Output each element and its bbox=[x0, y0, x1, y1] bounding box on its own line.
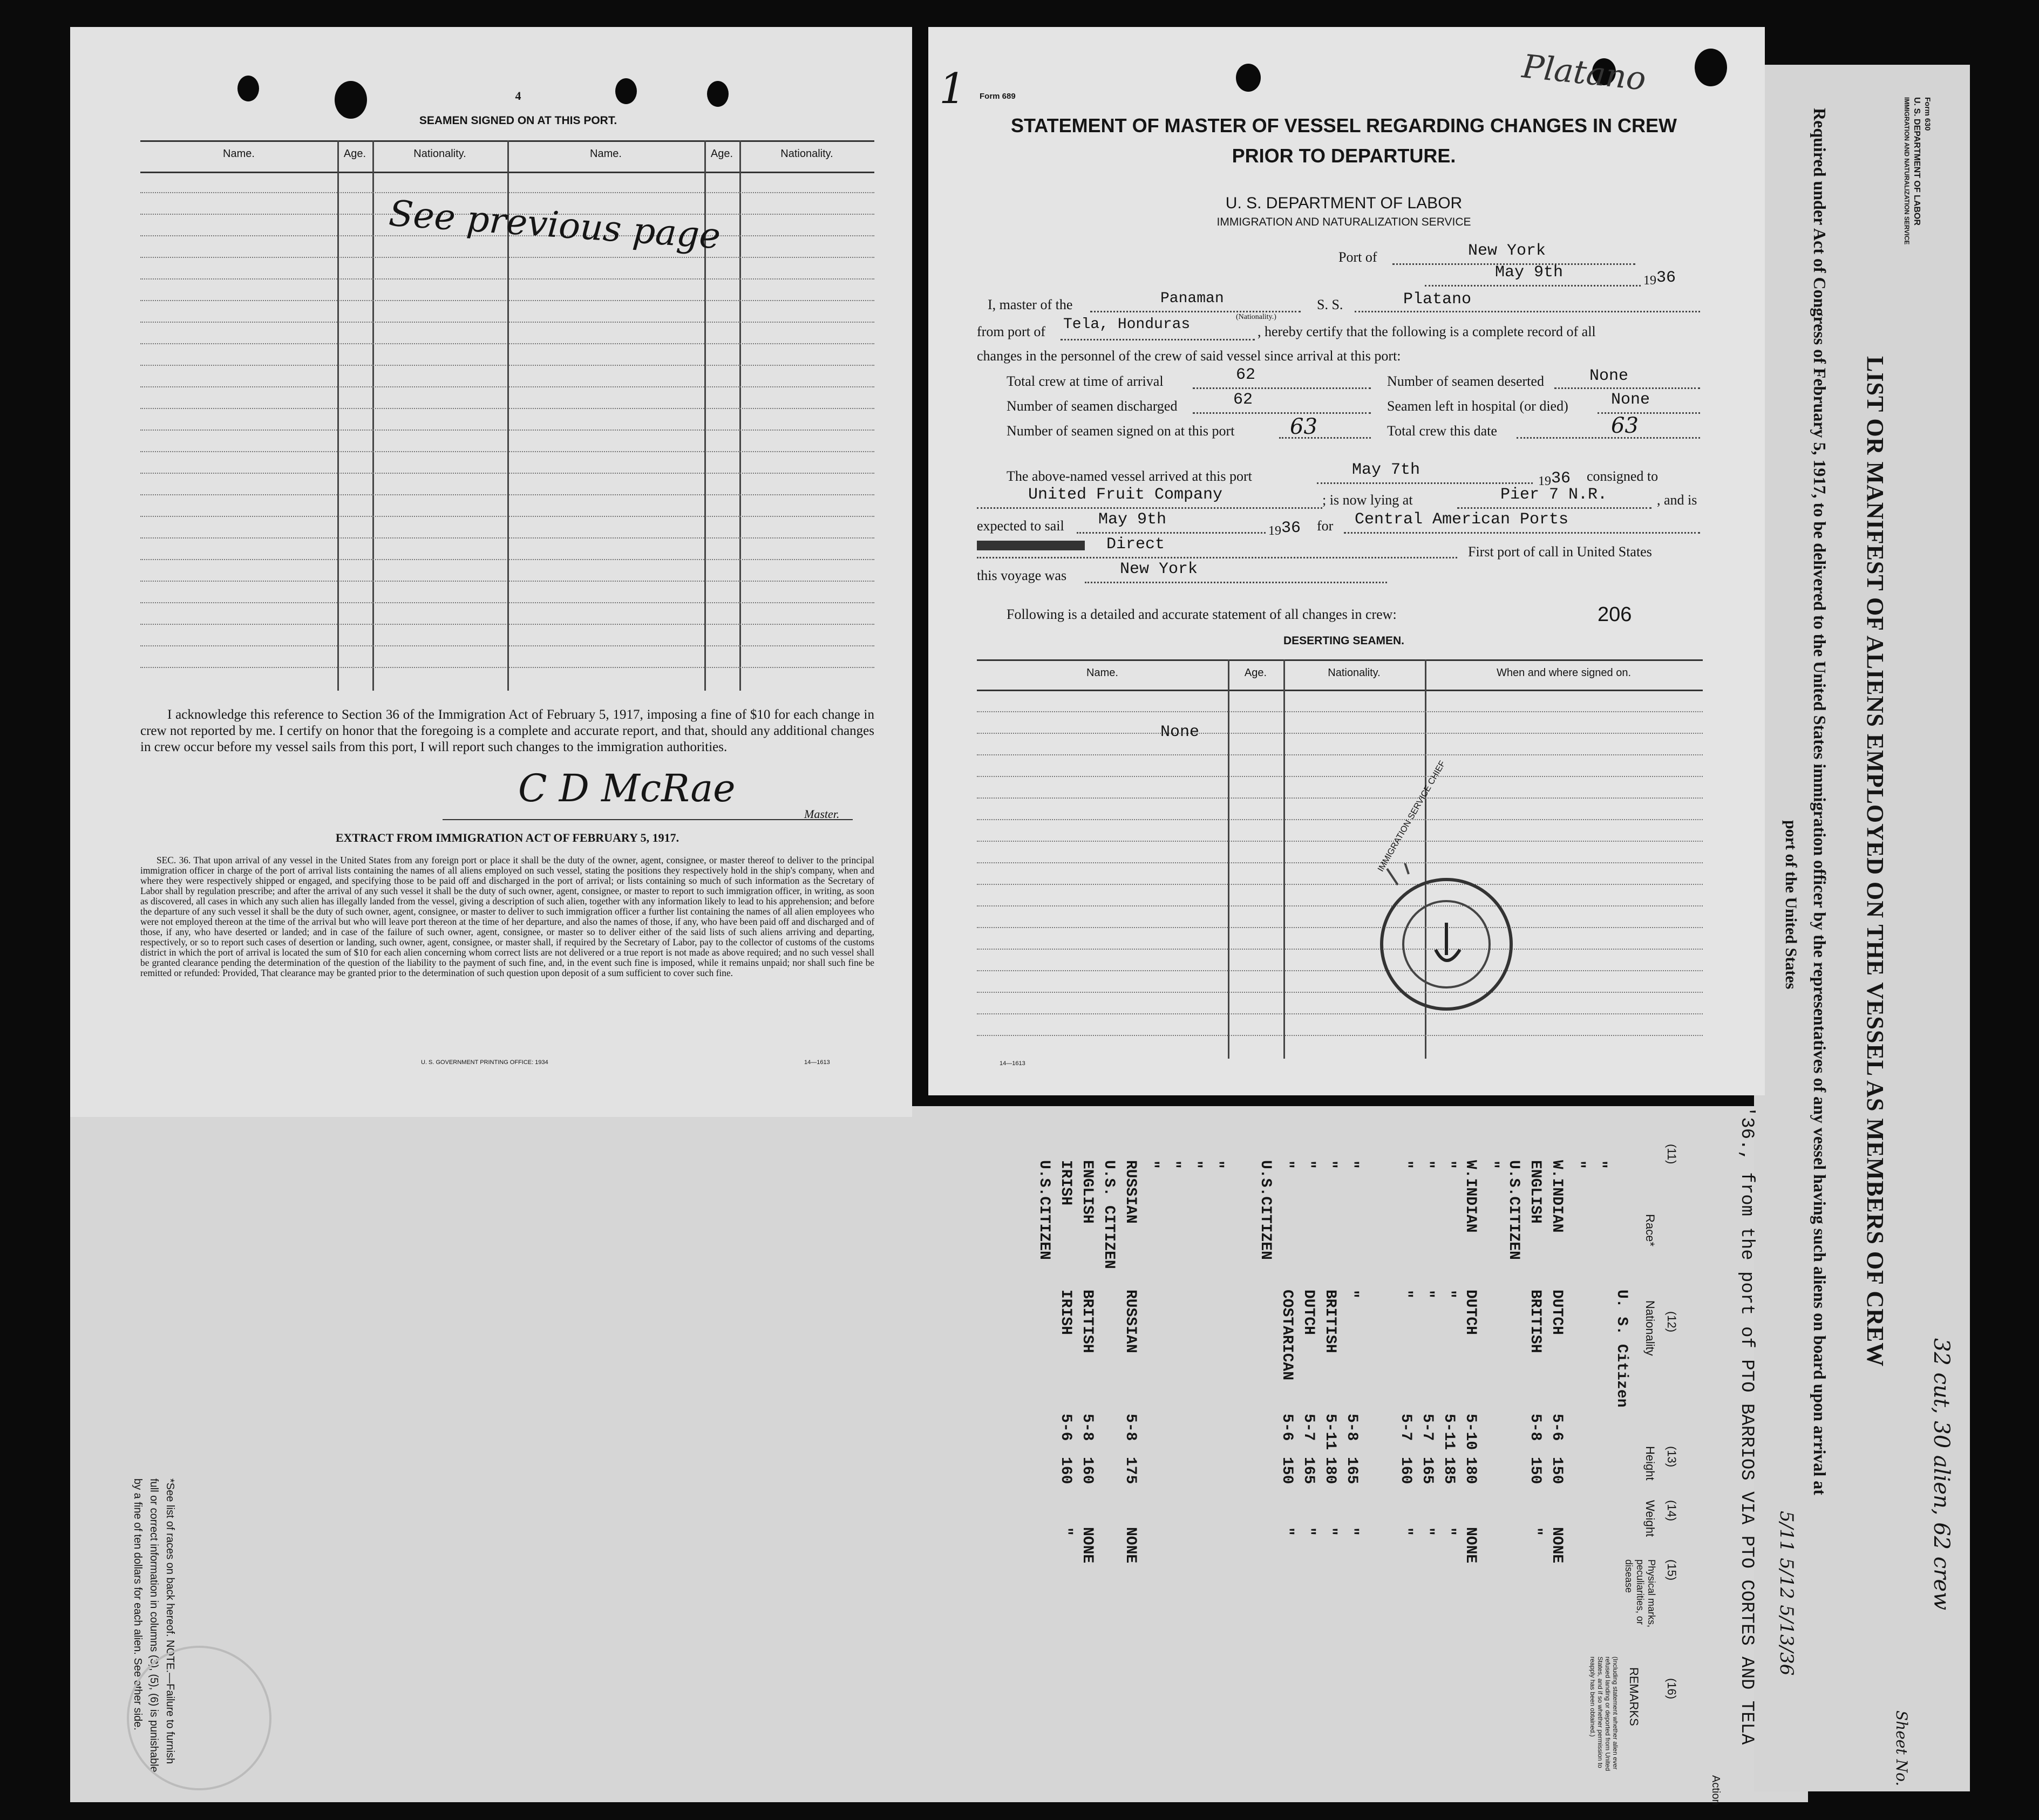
manifest-cell-height: 5-6 bbox=[1548, 1414, 1565, 1441]
stamp-number: 206 bbox=[1598, 603, 1632, 626]
manifest-cell-weight: 150 bbox=[1527, 1457, 1544, 1484]
handwritten-vessel-corner: Platano bbox=[1520, 47, 1648, 98]
manifest-cell-nationality: " bbox=[1343, 1290, 1360, 1299]
manifest-cell-race: " bbox=[1592, 1160, 1608, 1169]
arrived-value: May 7th bbox=[1352, 461, 1420, 479]
voyage-label: this voyage was bbox=[977, 568, 1067, 583]
manifest-cell-nationality: BRITISH bbox=[1322, 1290, 1338, 1353]
manifest-cell-marks: " bbox=[1419, 1527, 1436, 1536]
year-prefix: 19 bbox=[1538, 474, 1551, 488]
manifest-cell-race: " bbox=[1322, 1160, 1338, 1169]
col-header-age: Age. bbox=[1244, 667, 1267, 679]
destination-value: Central American Ports bbox=[1355, 510, 1569, 529]
col-header-race: Race* bbox=[1643, 1214, 1657, 1246]
manifest-cell-height: 5-7 bbox=[1397, 1414, 1414, 1441]
col-header-nationality: Nationality. bbox=[413, 148, 466, 160]
manifest-cell-weight: 165 bbox=[1419, 1457, 1436, 1484]
immigration-service-stamp bbox=[1365, 759, 1527, 1025]
and-is-label: , and is bbox=[1657, 492, 1697, 508]
ruled-line bbox=[977, 776, 1703, 777]
col-header-name: Name. bbox=[223, 148, 255, 160]
ruled-line bbox=[140, 667, 874, 668]
strip-form: Form 630 bbox=[1924, 97, 1932, 131]
manifest-cell-weight: 165 bbox=[1300, 1457, 1317, 1484]
punch-hole bbox=[1695, 49, 1727, 86]
col-header-nationality-2: Nationality. bbox=[780, 148, 833, 160]
ruled-line bbox=[140, 537, 874, 538]
manifest-cell-race: " bbox=[1187, 1160, 1204, 1169]
manifest-cell-marks: " bbox=[1300, 1527, 1317, 1536]
col-number-15: (15) bbox=[1665, 1559, 1678, 1581]
manifest-cell-nationality: BRITISH bbox=[1527, 1290, 1544, 1353]
manifest-required-text: Required under Act of Congress of February 5, 1917, to be delivered to the United States immigration officer by the representatives of any vessel having such aliens on board upon arrival at bbox=[1810, 108, 1830, 1495]
ruled-line bbox=[977, 711, 1703, 712]
sheet-number-label: Sheet No. bbox=[1893, 1710, 1911, 1787]
ruled-line bbox=[977, 970, 1703, 971]
col-number-16: (16) bbox=[1665, 1678, 1678, 1700]
manifest-cell-height: 5-7 bbox=[1419, 1414, 1436, 1441]
manifest-cell-height: 5-7 bbox=[1300, 1414, 1317, 1441]
ruled-line bbox=[140, 645, 874, 646]
manifest-underlay bbox=[70, 1106, 1808, 1802]
manifest-cell-weight: 160 bbox=[1057, 1457, 1074, 1484]
manifest-cell-race: " bbox=[1279, 1160, 1295, 1169]
manifest-cell-race: " bbox=[1165, 1160, 1182, 1169]
deserting-seamen-table bbox=[977, 659, 1703, 1059]
discharged-value: 62 bbox=[1233, 391, 1253, 409]
manifest-cell-race: U.S.CITIZEN bbox=[1505, 1160, 1522, 1260]
ruled-line bbox=[140, 602, 874, 603]
manifest-cell-weight: 160 bbox=[1079, 1457, 1096, 1484]
expected-label: expected to sail bbox=[977, 518, 1064, 534]
punch-hole bbox=[1236, 64, 1261, 92]
year-value: 36 bbox=[1656, 269, 1676, 287]
year-prefix: 19 bbox=[1268, 524, 1281, 538]
stamp-text: IMMIGRATION SERVICE CHIEF bbox=[1376, 759, 1447, 874]
manifest-cell-nationality: " bbox=[1440, 1290, 1457, 1299]
manifest-cell-height: 5-10 bbox=[1462, 1414, 1479, 1450]
ruled-line bbox=[140, 408, 874, 409]
ruled-line bbox=[140, 430, 874, 431]
manifest-cell-race: ENGLISH bbox=[1079, 1160, 1096, 1224]
manifest-cell-race: " bbox=[1484, 1160, 1500, 1169]
manifest-cell-height: 5-8 bbox=[1343, 1414, 1360, 1441]
ruled-line bbox=[977, 797, 1703, 799]
deserting-none-entry: None bbox=[1160, 723, 1200, 741]
manifest-cell-race: " bbox=[1208, 1160, 1225, 1169]
ruled-line bbox=[140, 278, 874, 280]
manifest-cell-nationality: DUTCH bbox=[1300, 1290, 1317, 1335]
first-port-label: First port of call in United States bbox=[1468, 544, 1652, 560]
vessel-name: Platano bbox=[1403, 290, 1472, 309]
manifest-cell-race: W.INDIAN bbox=[1548, 1160, 1565, 1233]
ruled-line bbox=[140, 559, 874, 560]
ruled-line bbox=[977, 1013, 1703, 1014]
from-port-label: from port of bbox=[977, 324, 1046, 339]
manifest-cell-nationality: DUTCH bbox=[1548, 1290, 1565, 1335]
action-label: Action bbox=[1710, 1775, 1722, 1805]
manifest-cell-marks: " bbox=[1322, 1527, 1338, 1536]
manifest-cell-weight: 150 bbox=[1548, 1457, 1565, 1484]
master-label: Master. bbox=[804, 807, 840, 821]
consigned-label: consigned to bbox=[1587, 468, 1659, 484]
punch-hole bbox=[335, 81, 367, 119]
ruled-line bbox=[977, 905, 1703, 906]
extract-title: EXTRACT FROM IMMIGRATION ACT OF FEBRUARY 5, 1917. bbox=[335, 831, 679, 844]
struck-out-text bbox=[977, 541, 1085, 550]
manifest-cell-race: " bbox=[1440, 1160, 1457, 1169]
manifest-cell-race: " bbox=[1419, 1160, 1436, 1169]
manifest-cell-race: " bbox=[1343, 1160, 1360, 1169]
ss-label: S. S. bbox=[1317, 297, 1343, 312]
from-port-value: Tela, Honduras bbox=[1063, 316, 1191, 333]
col-header-remarks: REMARKS bbox=[1627, 1667, 1641, 1726]
manifest-cell-marks: NONE bbox=[1548, 1527, 1565, 1564]
col-number-13: (13) bbox=[1665, 1446, 1678, 1468]
manifest-cell-marks: " bbox=[1057, 1527, 1074, 1536]
ruled-line bbox=[977, 992, 1703, 993]
port-label: Port of bbox=[1338, 249, 1377, 265]
manifest-cell-weight: 175 bbox=[1122, 1457, 1139, 1484]
signed-on-table bbox=[140, 140, 874, 691]
master-of-label: I, master of the bbox=[988, 297, 1073, 312]
acknowledgement-text: I acknowledge this reference to Section 36 of the Immigration Act of February 5, 1917, imposing a fine of $10 for each change in crew not reported by me. I certify on honor that the foregoing is a complete and accurate report, and that, should any additional changes in crew occur before my vessel sails from this port, I will report such changes to the immigration authorities. bbox=[140, 707, 874, 754]
arrived-label: The above-named vessel arrived at this port bbox=[1007, 468, 1252, 484]
following-label: Following is a detailed and accurate statement of all changes in crew: bbox=[1007, 606, 1397, 622]
col-header-nationality: Nationality bbox=[1643, 1300, 1657, 1356]
manifest-cell-nationality: COSTARICAN bbox=[1279, 1290, 1295, 1381]
strip-dept: U. S. DEPARTMENT OF LABOR bbox=[1912, 97, 1921, 226]
manifest-cell-nationality: U. S. Citizen bbox=[1613, 1290, 1630, 1408]
col-header-age-2: Age. bbox=[710, 148, 733, 160]
consignee-value: United Fruit Company bbox=[1028, 486, 1223, 504]
hospital-label: Seamen left in hospital (or died) bbox=[1387, 398, 1568, 414]
manifest-cell-race: ENGLISH bbox=[1527, 1160, 1544, 1224]
punch-hole bbox=[615, 78, 637, 104]
manifest-title: LIST OR MANIFEST OF ALIENS EMPLOYED ON THE VESSEL AS MEMBERS OF CREW bbox=[1862, 356, 1888, 1367]
signed-on-value: 63 bbox=[1290, 414, 1317, 439]
col-header-marks: Physical marks, peculiarities, or disease bbox=[1623, 1559, 1657, 1628]
punch-hole bbox=[707, 81, 729, 107]
changes-text: changes in the personnel of the crew of said vessel since arrival at this port: bbox=[977, 348, 1401, 364]
ruled-line bbox=[140, 257, 874, 258]
manifest-cell-weight: 150 bbox=[1279, 1457, 1295, 1484]
ruled-line bbox=[140, 365, 874, 366]
total-date-label: Total crew this date bbox=[1387, 423, 1497, 439]
col-header-height: Height bbox=[1643, 1446, 1657, 1481]
manifest-cell-race: " bbox=[1144, 1160, 1160, 1169]
manifest-cell-nationality: DUTCH bbox=[1462, 1290, 1479, 1335]
col-number-11: (11) bbox=[1665, 1144, 1678, 1164]
ruled-line bbox=[977, 733, 1703, 734]
ruled-line bbox=[977, 927, 1703, 928]
ruled-line bbox=[977, 862, 1703, 863]
col-number-12: (12) bbox=[1665, 1311, 1678, 1333]
discharged-label: Number of seamen discharged bbox=[1007, 398, 1178, 414]
ruled-line bbox=[140, 300, 874, 301]
handwritten-crew-notes: 32 cut, 30 alien, 62 crew bbox=[1929, 1338, 1954, 1611]
manifest-cell-nationality: " bbox=[1397, 1290, 1414, 1299]
manifest-cell-marks: " bbox=[1279, 1527, 1295, 1536]
ruled-line bbox=[977, 819, 1703, 820]
for-label: for bbox=[1317, 518, 1334, 534]
manifest-cell-weight: 160 bbox=[1397, 1457, 1414, 1484]
col-header-name-2: Name. bbox=[590, 148, 622, 160]
manifest-cell-race: U.S.CITIZEN bbox=[1036, 1160, 1052, 1260]
section-title-signed-on: SEAMEN SIGNED ON AT THIS PORT. bbox=[419, 114, 617, 127]
statement-title-line1: STATEMENT OF MASTER OF VESSEL REGARDING CHANGES IN CREW bbox=[1010, 114, 1677, 137]
ruled-line bbox=[977, 1035, 1703, 1036]
manifest-cell-marks: NONE bbox=[1122, 1527, 1139, 1564]
handwritten-mark: 1 bbox=[939, 65, 966, 113]
manifest-cell-height: 5-6 bbox=[1057, 1414, 1074, 1441]
manifest-cell-race: IRISH bbox=[1057, 1160, 1074, 1206]
vessel-nationality: Panaman bbox=[1160, 290, 1224, 307]
manifest-from-port: '36., from the port of PTO BARRIOS VIA PTO CORTES AND TELA bbox=[1736, 1106, 1757, 1745]
department-name: U. S. DEPARTMENT OF LABOR bbox=[1225, 194, 1463, 212]
pier-value: Pier 7 N.R. bbox=[1500, 486, 1608, 504]
manifest-cell-race: W.INDIAN bbox=[1462, 1160, 1479, 1233]
manifest-footnote: *See list of races on back hereof. NOTE.—Failure to furnish full or correct information in columns (3), (5), (6) is punishable by a fine of ten dollars for each alien. See other side. bbox=[132, 1478, 176, 1773]
manifest-cell-marks: " bbox=[1440, 1527, 1457, 1536]
direct-value: Direct bbox=[1106, 535, 1165, 554]
manifest-cell-race: U.S. CITIZEN bbox=[1100, 1160, 1117, 1269]
year-value: 36 bbox=[1551, 469, 1571, 488]
total-date-value: 63 bbox=[1611, 413, 1639, 438]
port-value: New York bbox=[1468, 242, 1546, 260]
manifest-cell-race: U.S.CITIZEN bbox=[1257, 1160, 1274, 1260]
form-code-footer: 14—1613 bbox=[804, 1059, 830, 1066]
manifest-cell-height: 5-6 bbox=[1279, 1414, 1295, 1441]
manifest-cell-height: 5-8 bbox=[1122, 1414, 1139, 1441]
extract-text: SEC. 36. That upon arrival of any vessel in the United States from any foreign port or place it shall be the duty of the owner, agent, consignee, or master thereof to deliver to the principal immigration officer in charge of the port of arrival lists containing the names of all aliens employed on such vessel, stating the positions they respectively hold in the ship's company, when and where they were respectively shipped or engaged, and specifying those to be paid off and discharged in the port of arrival; or lists containing so much of such information as the Secretary of Labor shall by regulation prescribe; and after the arrival of any such vessel it shall be the duty of such owner, agent, consignee, or master to report to such immigration officer, in writing, as soon as discovered, all cases in which any such alien has illegally landed from the vessel, giving a description of such alien, together with any information likely to lead to his apprehension; and before the departure of any such vessel it shall be the duty of such owner, agent, consignee, or master to deliver to such immigration officer a further list containing the names of all alien employees who were not employed thereon at the time of the arrival but who will leave port thereon at the time of her departure, and also the names of those, if any, who have been paid off and discharged and of those, if any, who have deserted or landed; and in case of the failure of such owner, agent, consignee, or master so to deliver either of the said lists of such aliens arriving and departing, respectively, or so to report such cases of desertion or landing, such owner, agent, consignee, or master shall, if required by the Secretary of Labor, pay to the collector of customs of the customs district in which the port of arrival is located the sum of $10 for each alien concerning whom correct lists are not delivered or a true report is not made as above required; and no such vessel shall be granted clearance pending the determination of the question of the liability to the payment of such fine, and, in the event such fine is imposed, while it remains unpaid; nor shall such fine be remitted or refunded: Provided, That clearance may be granted prior to the determination of such question upon deposit of a sum sufficient to cover such fine. bbox=[140, 855, 874, 978]
manifest-cell-nationality: " bbox=[1419, 1290, 1436, 1299]
col-header-signed-on: When and where signed on. bbox=[1496, 667, 1632, 679]
hospital-value: None bbox=[1611, 391, 1650, 409]
manifest-cell-race: " bbox=[1570, 1160, 1587, 1169]
printing-office-footer: U. S. GOVERNMENT PRINTING OFFICE: 1934 bbox=[421, 1059, 548, 1066]
ruled-line bbox=[140, 192, 874, 193]
manifest-cell-height: 5-8 bbox=[1079, 1414, 1096, 1441]
master-signature: C D McRae bbox=[518, 766, 736, 810]
total-arrival-label: Total crew at time of arrival bbox=[1007, 373, 1164, 389]
manifest-cell-marks: " bbox=[1343, 1527, 1360, 1536]
manifest-cell-marks: " bbox=[1527, 1527, 1544, 1536]
manifest-cell-race: " bbox=[1397, 1160, 1414, 1169]
punch-hole bbox=[237, 76, 259, 101]
handwritten-see-previous-page: See previous page bbox=[388, 192, 722, 257]
deserted-value: None bbox=[1589, 367, 1629, 385]
ruled-line bbox=[140, 473, 874, 474]
manifest-cell-nationality: IRISH bbox=[1057, 1290, 1074, 1335]
year-value: 36 bbox=[1281, 519, 1301, 537]
nationality-caption: (Nationality.) bbox=[1236, 313, 1276, 321]
notary-seal bbox=[127, 1646, 271, 1790]
ruled-line bbox=[140, 322, 874, 323]
deserted-label: Number of seamen deserted bbox=[1387, 373, 1544, 389]
ruled-line bbox=[140, 581, 874, 582]
manifest-cell-height: 5-8 bbox=[1527, 1414, 1544, 1441]
manifest-cell-nationality: RUSSIAN bbox=[1122, 1290, 1139, 1353]
ruled-line bbox=[977, 884, 1703, 885]
manifest-cell-marks: NONE bbox=[1079, 1527, 1096, 1564]
col-header-weight: Weight bbox=[1643, 1500, 1657, 1537]
year-prefix: 19 bbox=[1643, 274, 1656, 288]
deserting-title: DESERTING SEAMEN. bbox=[1283, 635, 1405, 647]
col-number-14: (14) bbox=[1665, 1500, 1678, 1522]
manifest-cell-marks: NONE bbox=[1462, 1527, 1479, 1564]
first-port-value: New York bbox=[1120, 560, 1198, 578]
ruled-line bbox=[140, 386, 874, 387]
manifest-cell-weight: 180 bbox=[1462, 1457, 1479, 1484]
remarks-note: (Including statement whether alien ever refused landing or deported from United States, and if so whether permission to reapply has been obtained.) bbox=[1589, 1657, 1619, 1771]
ruled-line bbox=[977, 949, 1703, 950]
manifest-port-text: port of the United States bbox=[1782, 820, 1800, 990]
signed-on-label: Number of seamen signed on at this port bbox=[1007, 423, 1235, 439]
ruled-line bbox=[140, 451, 874, 452]
manifest-cell-race: " bbox=[1300, 1160, 1317, 1169]
ruled-line bbox=[140, 624, 874, 625]
manifest-cell-nationality: BRITISH bbox=[1079, 1290, 1096, 1353]
statement-title-line2: PRIOR TO DEPARTURE. bbox=[1232, 145, 1456, 167]
strip-service: IMMIGRATION AND NATURALIZATION SERVICE bbox=[1903, 97, 1911, 245]
date-value: May 9th bbox=[1495, 263, 1564, 282]
sail-date-value: May 9th bbox=[1098, 510, 1167, 529]
manifest-cell-weight: 165 bbox=[1343, 1457, 1360, 1484]
total-arrival-value: 62 bbox=[1236, 366, 1256, 384]
manifest-cell-weight: 180 bbox=[1322, 1457, 1338, 1484]
ruled-line bbox=[140, 343, 874, 344]
lying-label: ; is now lying at bbox=[1322, 492, 1413, 508]
service-name: IMMIGRATION AND NATURALIZATION SERVICE bbox=[1216, 216, 1471, 228]
manifest-cell-height: 5-11 bbox=[1440, 1414, 1457, 1450]
ruled-line bbox=[140, 516, 874, 517]
manifest-cell-marks: " bbox=[1397, 1527, 1414, 1536]
col-header-age: Age. bbox=[343, 148, 366, 160]
page-number: 4 bbox=[515, 89, 521, 103]
ruled-line bbox=[140, 494, 874, 495]
handwritten-dates: 5/11 5/12 5/13/36 bbox=[1776, 1511, 1797, 1676]
manifest-cell-weight: 185 bbox=[1440, 1457, 1457, 1484]
col-header-name: Name. bbox=[1086, 667, 1118, 679]
manifest-cell-race: RUSSIAN bbox=[1122, 1160, 1139, 1224]
certify-text: , hereby certify that the following is a complete record of all bbox=[1258, 324, 1596, 339]
col-header-nationality: Nationality. bbox=[1328, 667, 1381, 679]
ruled-line bbox=[977, 754, 1703, 755]
manifest-cell-height: 5-11 bbox=[1322, 1414, 1338, 1450]
form-code-footer: 14—1613 bbox=[1000, 1060, 1025, 1067]
form-number: Form 689 bbox=[980, 92, 1016, 101]
ruled-line bbox=[977, 841, 1703, 842]
